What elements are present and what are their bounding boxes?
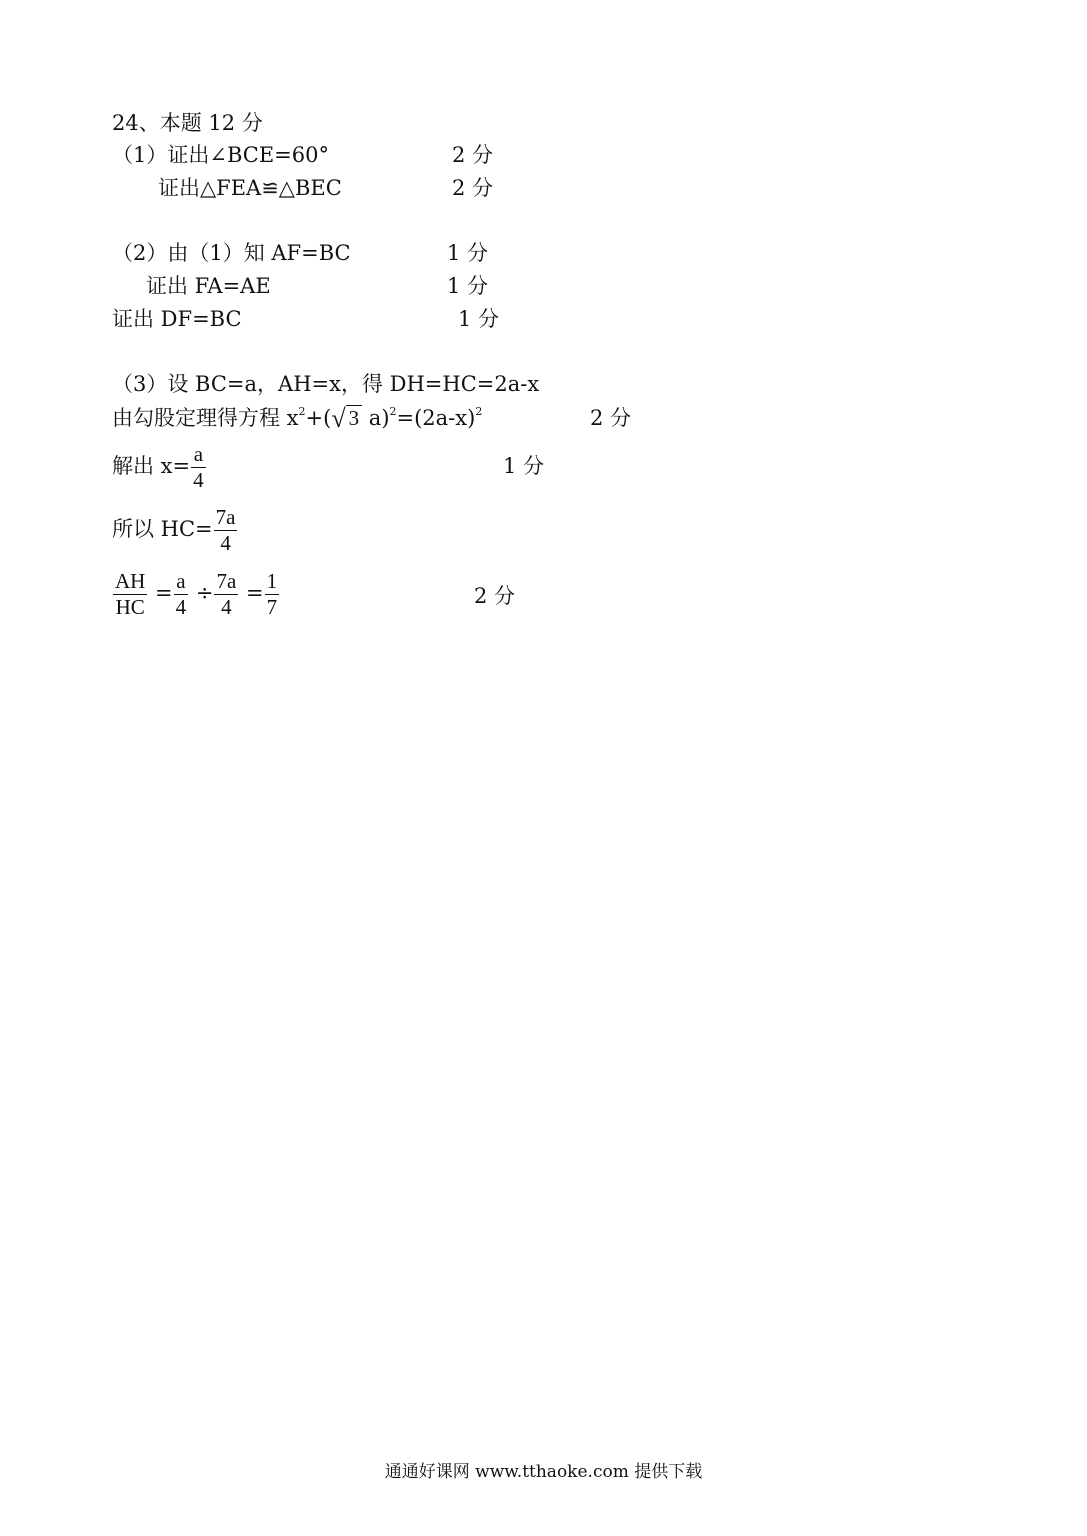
- part1-line2: 证出△FEA≌△BEC: [158, 176, 342, 200]
- ratio-line: [112, 571, 280, 618]
- fraction-numerator: a: [193, 442, 204, 466]
- fraction-numerator: 7a: [215, 505, 236, 529]
- equation-rhs: =(2a-x): [396, 406, 476, 430]
- equals-sign: =: [155, 581, 173, 605]
- hc-line: [112, 507, 238, 554]
- part1-line2-score: 2 分: [452, 176, 494, 200]
- fraction-denominator: 4: [175, 595, 187, 619]
- part2-line1: （2）由（1）知 AF=BC: [112, 241, 351, 265]
- fraction-denominator: 4: [193, 468, 204, 492]
- 1-over-7-fraction: [265, 571, 280, 618]
- hc-fraction: [214, 507, 238, 554]
- page-footer: 通通好课网 www.tthaoke.com 提供下载: [384, 1462, 703, 1482]
- pythagoras-equation: [112, 406, 482, 432]
- divide-sign: ÷: [195, 581, 214, 605]
- ratio-fraction: [113, 571, 147, 618]
- radical-icon: √: [331, 404, 346, 433]
- sqrt-expression: [331, 406, 362, 432]
- part2-line3-score: 1 分: [458, 307, 500, 331]
- fraction-denominator: 4: [220, 531, 231, 555]
- sqrt-radicand: 3: [346, 405, 363, 430]
- equation-plus: +(: [305, 406, 332, 430]
- fraction-numerator: a: [176, 569, 186, 593]
- part1-line1-score: 2 分: [452, 143, 494, 167]
- fraction-denominator: HC: [115, 595, 145, 619]
- equation-superscript-2: 2: [389, 405, 397, 418]
- fraction-numerator: 1: [266, 569, 278, 593]
- fraction-denominator: 7: [266, 595, 278, 619]
- ratio-score: 2 分: [474, 584, 516, 608]
- solve-score: 1 分: [503, 454, 545, 478]
- solve-line: [112, 444, 207, 491]
- fraction-numerator: 7a: [216, 569, 237, 593]
- solve-fraction: [191, 444, 206, 491]
- part2-line3: 证出 DF=BC: [112, 307, 242, 331]
- part2-line2: 证出 FA=AE: [146, 274, 271, 298]
- hc-prefix: 所以 HC=: [112, 517, 213, 541]
- equation-superscript-3: 2: [475, 405, 483, 418]
- part3-line1: （3）设 BC=a，AH=x，得 DH=HC=2a-x: [112, 372, 540, 396]
- part2-line2-score: 1 分: [447, 274, 489, 298]
- equation-prefix: 由勾股定理得方程 x: [112, 406, 299, 430]
- solve-prefix: 解出 x=: [112, 454, 191, 478]
- fraction-denominator: 4: [221, 595, 232, 619]
- equation-a: a): [368, 406, 390, 430]
- part1-line1: （1）证出∠BCE=60°: [112, 143, 329, 167]
- part2-line1-score: 1 分: [447, 241, 489, 265]
- equals-sign: =: [245, 581, 264, 605]
- equation-superscript-1: 2: [298, 405, 306, 418]
- question-header: 24、本题 12 分: [112, 111, 263, 135]
- a-over-4-fraction: [174, 571, 189, 618]
- 7a-over-4-fraction: [214, 571, 238, 618]
- equation-score: 2 分: [590, 406, 632, 430]
- fraction-numerator: AH: [115, 569, 146, 593]
